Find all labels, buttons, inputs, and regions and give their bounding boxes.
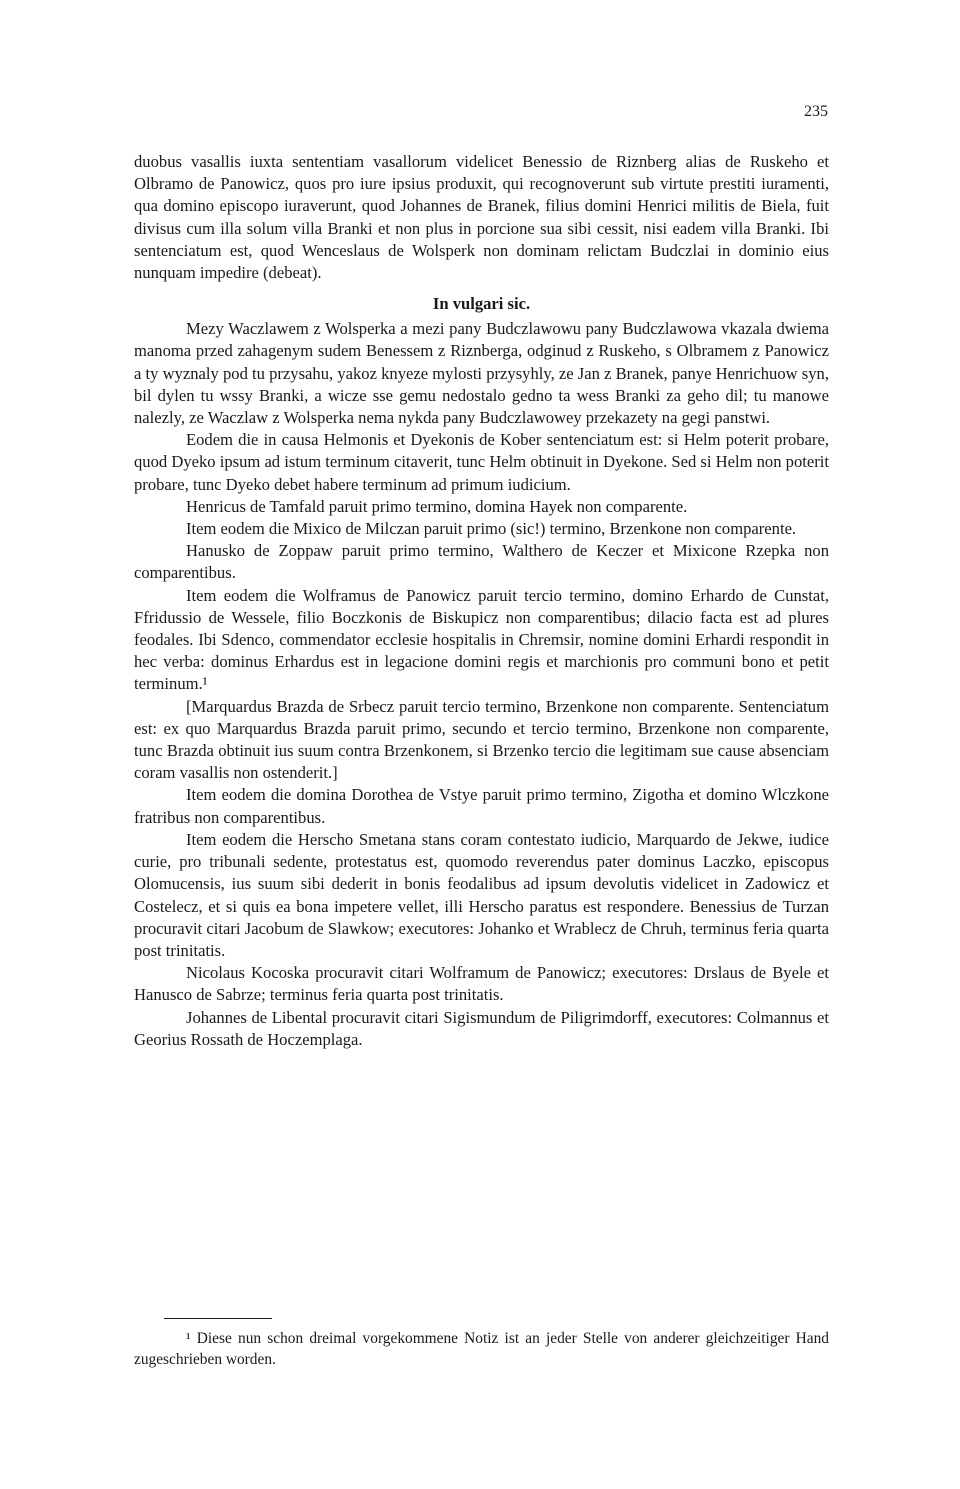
footnote-divider xyxy=(164,1318,272,1319)
paragraph: Item eodem die Herscho Smetana stans coram contestato iudicio, Marquardo de Jekwe, iudice curie, pro tribunali sedente, protestatus est, quomodo reverendus pater dominus Laczko, episcopus Olomucensis, ius suum sibi dederit in bonis feodalibus ad ipsum devolutis videlicet in Zadowicz et Costelecz, et si quis ea bona impetere vellet, illi Herscho paratus est respondere. Benessius de Turzan procuravit citari Jacobum de Slawkow; executores: Johanko et Wrablecz de Chruh, terminus feria quarta post trinitatis. xyxy=(134,829,829,960)
paragraph: duobus vasallis iuxta sententiam vasallorum videlicet Benessio de Riznberg alias de Ruskeho et Olbramo de Panowicz, quos pro iure ipsius produxit, qui recognoverunt sub virtute prestiti iuramenti, qua domino episcopo iuraverunt, quod Johannes de Branek, filius domini Henrici militis de Biela, fuit divisus cum illa solum villa Branki et non plus in porcione sua sibi cessit, nisi eadem villa Branki. Ibi sentenciatum est, quod Wenceslaus de Wolsperk non dominam relictam Budczlai in dominio eius nunquam impedire (debeat). xyxy=(134,152,829,283)
paragraph: Henricus de Tamfald paruit primo termino, domina Hayek non comparente. xyxy=(186,496,688,516)
paragraph: Eodem die in causa Helmonis et Dyekonis de Kober sentenciatum est: si Helm poterit probare, quod Dyeko ipsum ad istum terminum citaverit, tunc Helm obtinuit in Dyekone. Sed si Helm non poterit probare, tunc Dyeko debet habere terminum ad primum iudicium. xyxy=(134,430,829,494)
paragraph: Item eodem die Mixico de Milczan paruit primo (sic!) termino, Brzenkone non comparente. xyxy=(186,519,797,539)
section-heading: In vulgari sic. xyxy=(432,294,531,314)
paragraph: Hanusko de Zoppaw paruit primo termino, Walthero de Keczer et Mixicone Rzepka non comparentibus. xyxy=(134,541,829,583)
main-text xyxy=(134,151,829,1051)
paragraph: Item eodem die domina Dorothea de Vstye paruit primo termino, Zigotha et domino Wlczkone fratribus non comparentibus. xyxy=(134,785,829,827)
paragraph: Item eodem die Wolframus de Panowicz paruit tercio termino, domino Erhardo de Cunstat, Ffridussio de Wessele, filio Boczkonis de Biskupicz non comparentibus; dilacio facta est ad plures feodales. Ibi Sdenco, commendator ecclesie hospitalis in Chremsir, nomine domini Erhardi respondit in hec verba: dominus Erhardus est in legacione domini regis et marchionis pro communi bono et petit terminum.¹ xyxy=(134,585,829,694)
page-number: 235 xyxy=(804,103,828,120)
paragraph: Johannes de Libental procuravit citari Sigismundum de Piligrimdorff, executores: Colmannus et Georius Rossath de Hoczemplaga. xyxy=(134,1007,829,1049)
paragraph: Mezy Waczlawem z Wolsperka a mezi pany Budczlawowu pany Budczlawowa vkazala dwiema manoma przed zahagenym sudem Benessem z Riznberga, odginud z Ruskeho, s Olbramem z Panowicz a ty wyznaly pod tu przysahu, yakoz knyeze mylosti przysyhly, ze Jan z Branek, panye Henrichuow syn, bil dylen tu wssy Branki, a wicze sse gemu nedostalo gedno ta wess Branki za geho dil; tu manowe nalezly, ze Waczlaw z Wolsperka nema nykda pany Budczlawowey przekazety na gegi panstwi. xyxy=(134,319,829,428)
paragraph: Nicolaus Kocoska procuravit citari Wolframum de Panowicz; executores: Drslaus de Byele et Hanusco de Sabrze; terminus feria quarta post trinitatis. xyxy=(134,963,829,1005)
footnote: ¹ Diese nun schon dreimal vorgekommene Notiz ist an jeder Stelle von anderer gleichzeitiger Hand zugeschrieben worden. xyxy=(134,1330,829,1368)
paragraph: [Marquardus Brazda de Srbecz paruit tercio termino, Brzenkone non comparente. Sentenciatum est: ex quo Marquardus Brazda paruit primo, secundo et tercio termino, Brzenkone non comparente, tunc Brazda obtinuit ius suum contra Brzenkonem, si Brzenko tercio die legitimam sue cause absenciam coram vasallis non ostenderit.] xyxy=(134,696,829,783)
